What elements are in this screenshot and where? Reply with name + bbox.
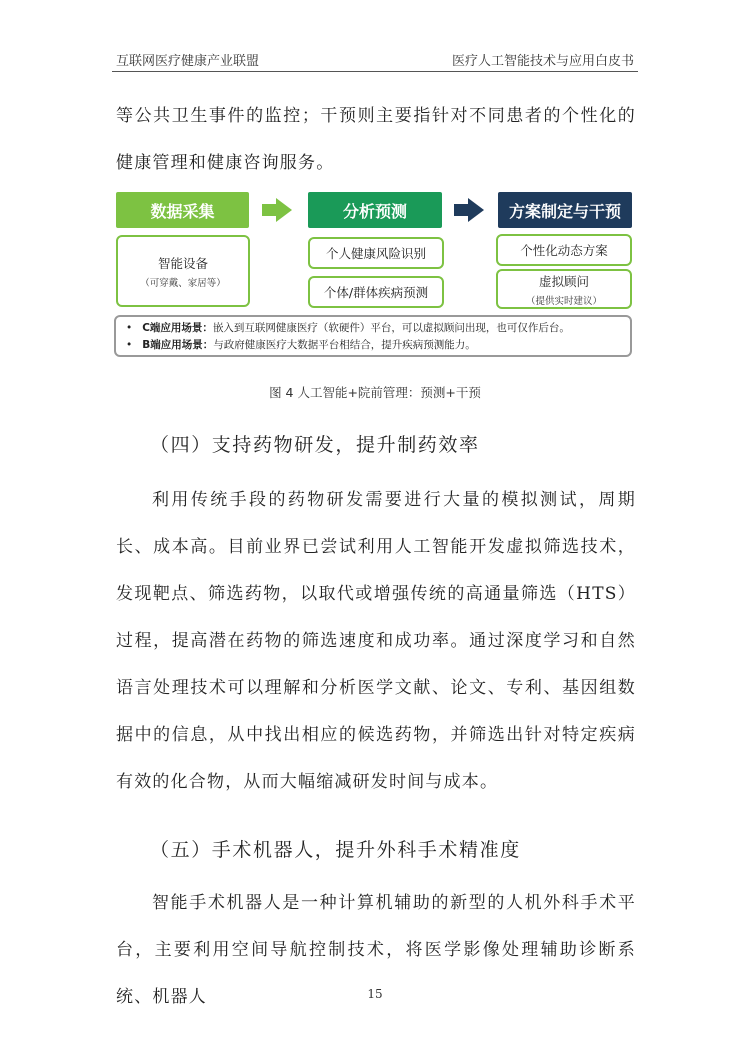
scenario-c-row [126,320,630,337]
scenario-b-text: 与政府健康医疗大数据平台相结合，提升疾病预测能力。 [213,339,476,351]
header-right-text: 医疗人工智能技术与应用白皮书 [451,54,634,69]
header-divider [112,71,638,72]
scenario-box [114,315,632,357]
virtual-advisor-box [496,269,632,309]
col2-header: 分析预测 [308,192,442,228]
intro-paragraph: 等公共卫生事件的监控；干预则主要指针对不同患者的个性化的健康管理和健康咨询服务。 [116,106,636,173]
section-4-heading: （四）支持药物研发，提升制药效率 [150,434,480,456]
risk-identification-box [308,237,444,269]
arrow-1-shaft [262,204,276,216]
figure-4-diagram [114,192,636,362]
section-4-paragraph: 利用传统手段的药物研发需要进行大量的模拟测试，周期长、成本高。目前业界已尝试利用人工智能开发虚拟筛选技术，发现靶点、筛选药物，以取代或增强传统的高通量筛选（HTS）过程，提高潜在药物的筛选速度和成功率。通过深度学习和自然语言处理技术可以理解和分析医学文献、论文、专利、基因组数据中的信息，从中找出相应的候选药物，并筛选出针对特定疾病有效的化合物，从而大幅缩减研发时间与成本。 [116,490,636,792]
virtual-advisor-label: 虚拟顾问 [538,273,589,289]
arrow-right-icon [468,198,484,222]
smart-device-sublabel: （可穿戴、家居等） [140,277,226,289]
figure-caption: 图 4 人工智能+院前管理：预测+干预 [269,385,481,400]
scenario-b-row [126,337,630,354]
arrow-right-icon [276,198,292,222]
scenario-c-text: 嵌入到互联网健康医疗（软硬件）平台，可以虚拟顾问出现，也可仅作后台。 [212,322,570,334]
section-5-heading: （五）手术机器人，提升外科手术精准度 [150,839,521,861]
scenario-b-label: B端应用场景： [142,339,214,351]
smart-device-label: 智能设备 [157,255,208,271]
dynamic-plan-label: 个性化动态方案 [520,243,608,258]
disease-prediction-box [308,276,444,308]
smart-device-box [116,235,250,307]
section-5-paragraph: 智能手术机器人是一种计算机辅助的新型的人机外科手术平台，主要利用空间导航控制技术，将医学影像处理辅助诊断系统、机器人 [116,893,636,1007]
col1-header: 数据采集 [116,192,249,228]
risk-identification-label: 个人健康风险识别 [325,246,426,261]
arrow-2-shaft [454,204,468,216]
bullet: • [126,322,133,334]
bullet: • [126,339,133,351]
virtual-advisor-sublabel: （提供实时建议） [525,295,602,307]
scenario-c-label: C端应用场景： [142,322,213,334]
page-number: 15 [367,987,383,1001]
disease-prediction-label: 个体/群体疾病预测 [323,285,429,300]
dynamic-plan-box [496,234,632,266]
col3-header: 方案制定与干预 [498,192,632,228]
header-left-text: 互联网医疗健康产业联盟 [116,54,260,69]
